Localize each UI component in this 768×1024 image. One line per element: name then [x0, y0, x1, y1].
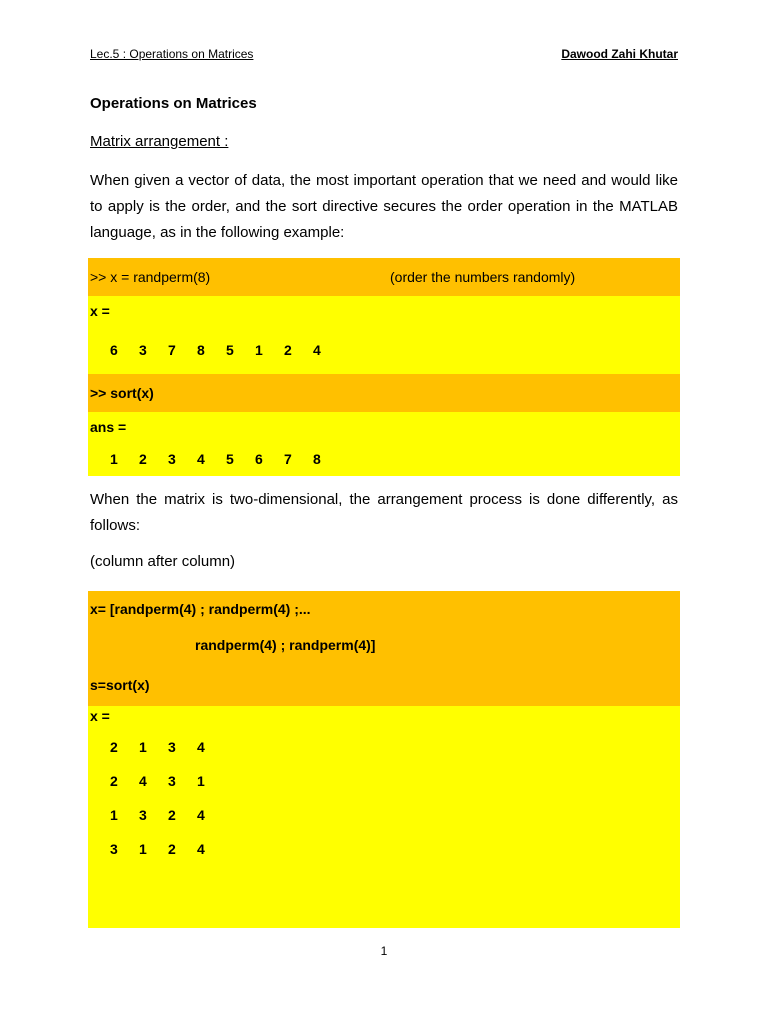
- value-cell: 4: [197, 451, 205, 467]
- section-heading: Operations on Matrices: [90, 95, 257, 112]
- matrix-cell: 3: [139, 807, 147, 823]
- code-line: x= [randperm(4) ; randperm(4) ;...: [90, 601, 311, 617]
- code-line-2: [88, 627, 680, 663]
- value-cell: 8: [197, 342, 205, 358]
- value-cell: 1: [110, 451, 118, 467]
- matrix-cell: 4: [139, 773, 147, 789]
- header-author: Dawood Zahi Khutar: [561, 47, 678, 61]
- matrix-cell: 2: [168, 841, 176, 857]
- page-number: 1: [380, 944, 388, 958]
- matrix-cell: 3: [168, 773, 176, 789]
- code-command-randperm: [88, 258, 680, 296]
- matrix-cell: 2: [110, 773, 118, 789]
- code-line: >> sort(x): [90, 385, 154, 401]
- matrix-cell: 4: [197, 841, 205, 857]
- matrix-cell: 3: [110, 841, 118, 857]
- matrix-row: [90, 841, 226, 875]
- matrix-cell: 1: [139, 841, 147, 857]
- code-line-3: [88, 663, 680, 706]
- matrix-row: [90, 807, 226, 841]
- value-cell: 5: [226, 342, 234, 358]
- output-label: x =: [90, 708, 110, 724]
- subsection-heading: Matrix arrangement :: [90, 133, 229, 150]
- code-line: s=sort(x): [90, 676, 150, 693]
- matrix-cell: 4: [197, 807, 205, 823]
- header-lecture-title: Lec.5 : Operations on Matrices: [90, 47, 254, 61]
- matrix-row: [90, 739, 226, 773]
- matrix-output: [88, 730, 680, 928]
- matrix-cell: 2: [168, 807, 176, 823]
- number-row: [90, 342, 342, 358]
- intro-paragraph: When given a vector of data, the most important operation that we need and would like to apply is the order, and the sort directive secures the order operation in the MATLAB language, as in the following example:: [90, 172, 678, 241]
- code-line: randperm(4) ; randperm(4)]: [195, 637, 376, 653]
- column-note: (column after column): [90, 553, 236, 570]
- value-cell: 6: [255, 451, 263, 467]
- matrix-cell: 1: [197, 773, 205, 789]
- code-line-1: [88, 591, 680, 627]
- output-label-ans: [88, 412, 680, 442]
- matrix-cell: 3: [168, 739, 176, 755]
- value-cell: 5: [226, 451, 234, 467]
- value-cell: 1: [255, 342, 263, 358]
- output-values-x: [88, 326, 680, 374]
- code-comment: (order the numbers randomly): [390, 269, 576, 285]
- output-values-ans: [88, 442, 680, 476]
- value-cell: 3: [168, 451, 176, 467]
- value-cell: 6: [110, 342, 118, 358]
- value-cell: 2: [139, 451, 147, 467]
- page-header: [90, 47, 678, 65]
- value-cell: 4: [313, 342, 321, 358]
- value-cell: 3: [139, 342, 147, 358]
- code-command-sort: [88, 374, 680, 412]
- matrix-row: [90, 773, 226, 807]
- number-row: [90, 451, 342, 467]
- code-line: >> x = randperm(8): [90, 269, 211, 285]
- two-dimensional-paragraph: When the matrix is two-dimensional, the arrangement process is done differently, as follows:: [90, 491, 678, 534]
- value-cell: 7: [284, 451, 292, 467]
- output-label: x =: [90, 303, 110, 319]
- value-cell: 8: [313, 451, 321, 467]
- matrix-output-label: [88, 706, 680, 730]
- matrix-cell: 1: [139, 739, 147, 755]
- output-label: ans =: [90, 419, 127, 435]
- value-cell: 7: [168, 342, 176, 358]
- value-cell: 2: [284, 342, 292, 358]
- matrix-cell: 1: [110, 807, 118, 823]
- output-label-x: [88, 296, 680, 326]
- matrix-cell: 2: [110, 739, 118, 755]
- matrix-cell: 4: [197, 739, 205, 755]
